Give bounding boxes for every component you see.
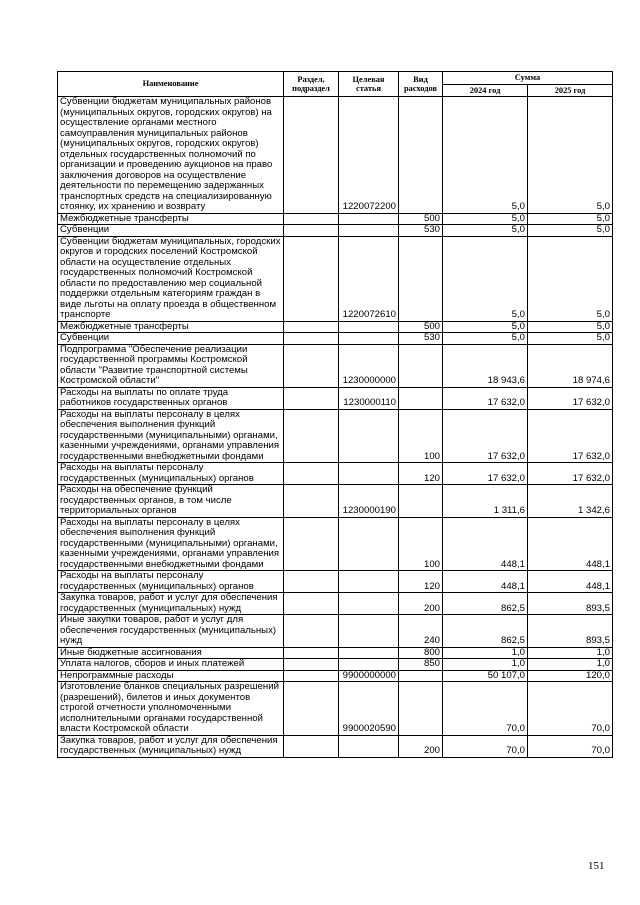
row-amount-2024: 5,0 [443,213,528,225]
page-number: 151 [588,860,605,872]
row-name: Расходы на выплаты персоналу в целях обеспечения выполнения функций государственными (муниципальными) органами, казенными учреждениями, органами управления государственными внебюджетными фондами [58,517,284,571]
row-amount-2024: 17 632,0 [443,387,528,409]
row-target: 9900020590 [339,682,399,736]
table-row [58,409,613,463]
row-amount-2025: 70,0 [528,682,613,736]
row-name: Расходы на выплаты по оплате труда работников государственных органов [58,387,284,409]
row-amount-2025: 5,0 [528,225,613,237]
table-row [58,593,613,615]
row-type: 800 [399,647,443,659]
row-section [284,463,339,485]
row-type: 120 [399,571,443,593]
row-section [284,682,339,736]
table-row [58,571,613,593]
row-amount-2024: 448,1 [443,517,528,571]
row-type: 100 [399,409,443,463]
row-type: 200 [399,593,443,615]
table-row [58,517,613,571]
row-type [399,670,443,682]
row-target [339,659,399,671]
row-amount-2025: 5,0 [528,321,613,333]
row-amount-2025: 70,0 [528,735,613,757]
row-amount-2025: 18 974,6 [528,344,613,387]
row-amount-2024: 5,0 [443,225,528,237]
row-amount-2024: 50 107,0 [443,670,528,682]
header-sum: Сумма [443,72,613,85]
row-type [399,236,443,321]
row-section [284,659,339,671]
row-type: 120 [399,463,443,485]
row-target: 9900000000 [339,670,399,682]
table-row [58,387,613,409]
row-section [284,387,339,409]
row-name: Расходы на выплаты персоналу государственных (муниципальных) органов [58,463,284,485]
header-section: Раздел, подраздел [284,72,339,97]
row-target: 1220072610 [339,236,399,321]
row-amount-2024: 70,0 [443,735,528,757]
row-name: Межбюджетные трансферты [58,213,284,225]
row-name: Закупка товаров, работ и услуг для обеспечения государственных (муниципальных) нужд [58,593,284,615]
header-type: Вид расходов [399,72,443,97]
row-name: Иные бюджетные ассигнования [58,647,284,659]
row-name: Субвенции бюджетам муниципальных районов (муниципальных округов, городских округов) на осуществление органами местного самоуправления муниципальных районов (муниципальных округов, городских округов) отдельных государственных полномочий по организации и проведению аукционов на право заключения договоров на осуществление деятельности по перемещению задержанных транспортных средств на специализированную стоянку, их хранению и возврату [58,97,284,214]
row-amount-2024: 1,0 [443,647,528,659]
table-body [58,97,613,758]
row-amount-2024: 17 632,0 [443,463,528,485]
row-amount-2025: 5,0 [528,333,613,345]
row-name: Иные закупки товаров, работ и услуг для обеспечения государственных (муниципальных) нужд [58,615,284,648]
row-name: Субвенции бюджетам муниципальных, городских округов и городских поселений Костромской области на осуществление отдельных государственных полномочий Костромской области по предоставлению мер социальной поддержки отдельным категориям граждан в виде льготы на оплату проезда в общественном транспорте [58,236,284,321]
row-type [399,344,443,387]
table-row [58,615,613,648]
table-row [58,647,613,659]
table-row [58,682,613,736]
row-amount-2025: 448,1 [528,517,613,571]
row-amount-2024: 5,0 [443,97,528,214]
row-amount-2024: 1,0 [443,659,528,671]
row-section [284,333,339,345]
row-section [284,485,339,518]
row-section [284,593,339,615]
row-target [339,225,399,237]
table-row [58,735,613,757]
header-2024: 2024 год [443,85,528,97]
row-section [284,409,339,463]
header-name: Наименование [58,72,284,97]
row-type: 530 [399,333,443,345]
row-section [284,213,339,225]
row-amount-2024: 5,0 [443,236,528,321]
row-section [284,615,339,648]
table-row [58,97,613,214]
row-amount-2024: 18 943,6 [443,344,528,387]
row-section [284,735,339,757]
row-amount-2024: 5,0 [443,333,528,345]
row-amount-2025: 5,0 [528,236,613,321]
row-target [339,735,399,757]
budget-table [57,71,613,758]
row-amount-2025: 17 632,0 [528,387,613,409]
row-type [399,485,443,518]
row-amount-2025: 893,5 [528,615,613,648]
table-row [58,485,613,518]
row-type: 850 [399,659,443,671]
row-amount-2024: 1 311,6 [443,485,528,518]
table-row [58,670,613,682]
row-amount-2025: 5,0 [528,213,613,225]
row-type: 530 [399,225,443,237]
row-target [339,615,399,648]
table-row [58,213,613,225]
row-name: Закупка товаров, работ и услуг для обеспечения государственных (муниципальных) нужд [58,735,284,757]
row-amount-2024: 448,1 [443,571,528,593]
row-target [339,409,399,463]
row-amount-2025: 1,0 [528,659,613,671]
row-type: 500 [399,321,443,333]
row-type: 500 [399,213,443,225]
row-section [284,344,339,387]
row-amount-2025: 448,1 [528,571,613,593]
row-name: Расходы на выплаты персоналу государственных (муниципальных) органов [58,571,284,593]
row-amount-2025: 120,0 [528,670,613,682]
row-name: Межбюджетные трансферты [58,321,284,333]
row-target: 1230000190 [339,485,399,518]
row-name: Расходы на обеспечение функций государственных органов, в том числе территориальных органов [58,485,284,518]
table-row [58,333,613,345]
table-row [58,225,613,237]
row-section [284,647,339,659]
row-target [339,213,399,225]
row-section [284,670,339,682]
row-amount-2024: 17 632,0 [443,409,528,463]
row-section [284,517,339,571]
table-row [58,236,613,321]
row-amount-2025: 5,0 [528,97,613,214]
row-target [339,593,399,615]
row-target: 1220072200 [339,97,399,214]
row-target [339,647,399,659]
row-target: 1230000110 [339,387,399,409]
row-section [284,97,339,214]
row-type [399,97,443,214]
row-target [339,333,399,345]
row-name: Субвенции [58,225,284,237]
row-amount-2024: 5,0 [443,321,528,333]
row-amount-2025: 893,5 [528,593,613,615]
row-type: 200 [399,735,443,757]
row-section [284,571,339,593]
row-type [399,682,443,736]
row-target [339,571,399,593]
table-header [58,72,613,97]
row-amount-2025: 17 632,0 [528,463,613,485]
table-row [58,463,613,485]
row-target: 1230000000 [339,344,399,387]
row-amount-2024: 862,5 [443,593,528,615]
row-amount-2025: 17 632,0 [528,409,613,463]
row-target [339,463,399,485]
row-section [284,225,339,237]
row-name: Расходы на выплаты персоналу в целях обеспечения выполнения функций государственными (муниципальными) органами, казенными учреждениями, органами управления государственными внебюджетными фондами [58,409,284,463]
row-name: Изготовление бланков специальных разрешений (разрешений), билетов и иных документов строгой отчетности уполномоченными исполнительными органами государственной власти Костромской области [58,682,284,736]
row-target [339,517,399,571]
table-row [58,659,613,671]
row-amount-2024: 862,5 [443,615,528,648]
table-row [58,344,613,387]
row-amount-2025: 1,0 [528,647,613,659]
row-type: 240 [399,615,443,648]
row-type [399,387,443,409]
row-section [284,236,339,321]
header-target: Целевая статья [339,72,399,97]
row-amount-2024: 70,0 [443,682,528,736]
row-target [339,321,399,333]
row-name: Подпрограмма "Обеспечение реализации государственной программы Костромской области "Развитие транспортной системы Костромской области" [58,344,284,387]
row-name: Уплата налогов, сборов и иных платежей [58,659,284,671]
row-section [284,321,339,333]
row-name: Субвенции [58,333,284,345]
row-name: Непрограммные расходы [58,670,284,682]
row-type: 100 [399,517,443,571]
table-row [58,321,613,333]
header-2025: 2025 год [528,85,613,97]
row-amount-2025: 1 342,6 [528,485,613,518]
